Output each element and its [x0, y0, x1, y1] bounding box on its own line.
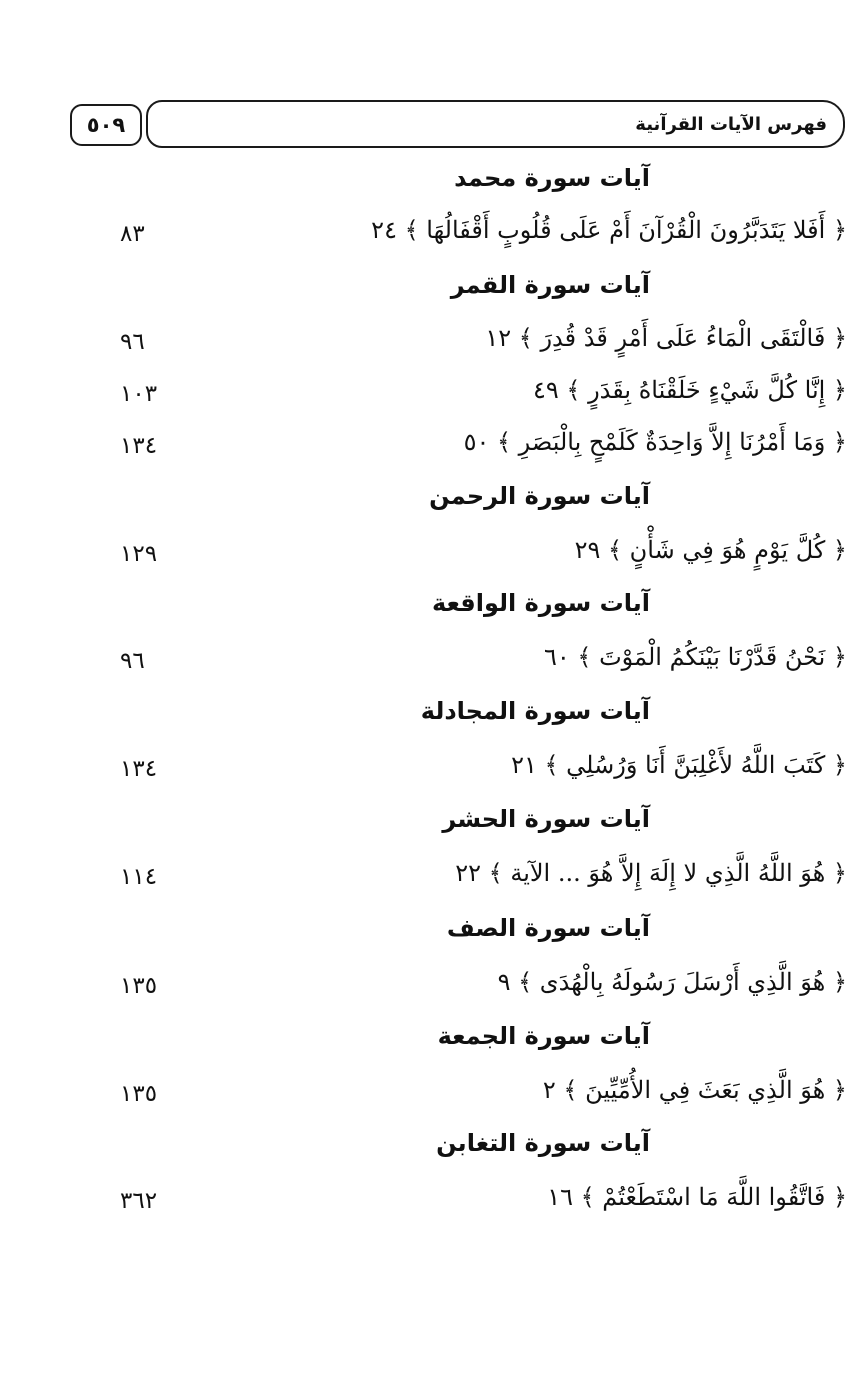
page-number: ٥٠٩	[70, 104, 142, 146]
verse-entry: ﴿ أَفَلا يَتَدَبَّرُونَ الْقُرْآنَ أَمْ عَلَى قُلُوبٍ أَقْفَالُهَا ﴾ ٢٤	[371, 216, 847, 244]
verse-entry: ﴿ هُوَ الَّذِي أَرْسَلَ رَسُولَهُ بِالْهُدَى ﴾ ٩	[497, 968, 847, 996]
section-heading: آيات سورة محمد	[454, 164, 650, 192]
verse-page-number: ١٣٤	[120, 433, 158, 459]
section-heading: آيات سورة الجمعة	[437, 1022, 650, 1050]
verse-page-number: ١٢٩	[120, 541, 158, 567]
verse-entry: ﴿ وَمَا أَمْرُنَا إِلاَّ وَاحِدَةٌ كَلَمْحٍ بِالْبَصَرِ ﴾ ٥٠	[463, 428, 847, 456]
verse-page-number: ١٠٣	[120, 381, 158, 407]
verse-entry: ﴿ فَالْتَقَى الْمَاءُ عَلَى أَمْرٍ قَدْ قُدِرَ ﴾ ١٢	[485, 324, 847, 352]
verse-entry: ﴿ فَاتَّقُوا اللَّهَ مَا اسْتَطَعْتُمْ ﴾ ١٦	[547, 1183, 847, 1211]
section-heading: آيات سورة الحشر	[442, 805, 650, 833]
page-header	[70, 100, 845, 148]
verse-page-number: ١١٤	[120, 864, 158, 890]
verse-page-number: ٩٦	[120, 648, 145, 674]
section-heading: آيات سورة الرحمن	[429, 482, 650, 510]
section-heading: آيات سورة القمر	[450, 271, 650, 299]
verse-entry: ﴿ هُوَ الَّذِي بَعَثَ فِي الأُمِّيِّينَ ﴾ ٢	[542, 1076, 847, 1104]
section-heading: آيات سورة الصف	[446, 914, 650, 942]
verse-entry: ﴿ كَتَبَ اللَّهُ لأَغْلِبَنَّ أَنَا وَرُسُلِي ﴾ ٢١	[511, 751, 847, 779]
section-heading: آيات سورة الواقعة	[431, 589, 650, 617]
section-heading: آيات سورة التغابن	[436, 1129, 650, 1157]
verse-page-number: ٩٦	[120, 329, 145, 355]
verse-page-number: ٣٦٢	[120, 1188, 158, 1214]
verse-page-number: ٨٣	[120, 221, 145, 247]
verse-page-number: ١٣٤	[120, 756, 158, 782]
running-title: فهرس الآيات القرآنية	[146, 100, 845, 148]
verse-entry: ﴿ نَحْنُ قَدَّرْنَا بَيْنَكُمُ الْمَوْتَ ﴾ ٦٠	[543, 643, 847, 671]
verse-entry: ﴿ إِنَّا كُلَّ شَيْءٍ خَلَقْنَاهُ بِقَدَرٍ ﴾ ٤٩	[532, 376, 847, 404]
verse-entry: ﴿ هُوَ اللَّهُ الَّذِي لا إِلَهَ إِلاَّ هُوَ ... الآية ﴾ ٢٢	[455, 859, 847, 887]
verse-entry: ﴿ كُلَّ يَوْمٍ هُوَ فِي شَأْنٍ ﴾ ٢٩	[574, 536, 847, 564]
verse-page-number: ١٣٥	[120, 1081, 158, 1107]
verse-page-number: ١٣٥	[120, 973, 158, 999]
section-heading: آيات سورة المجادلة	[420, 697, 650, 725]
